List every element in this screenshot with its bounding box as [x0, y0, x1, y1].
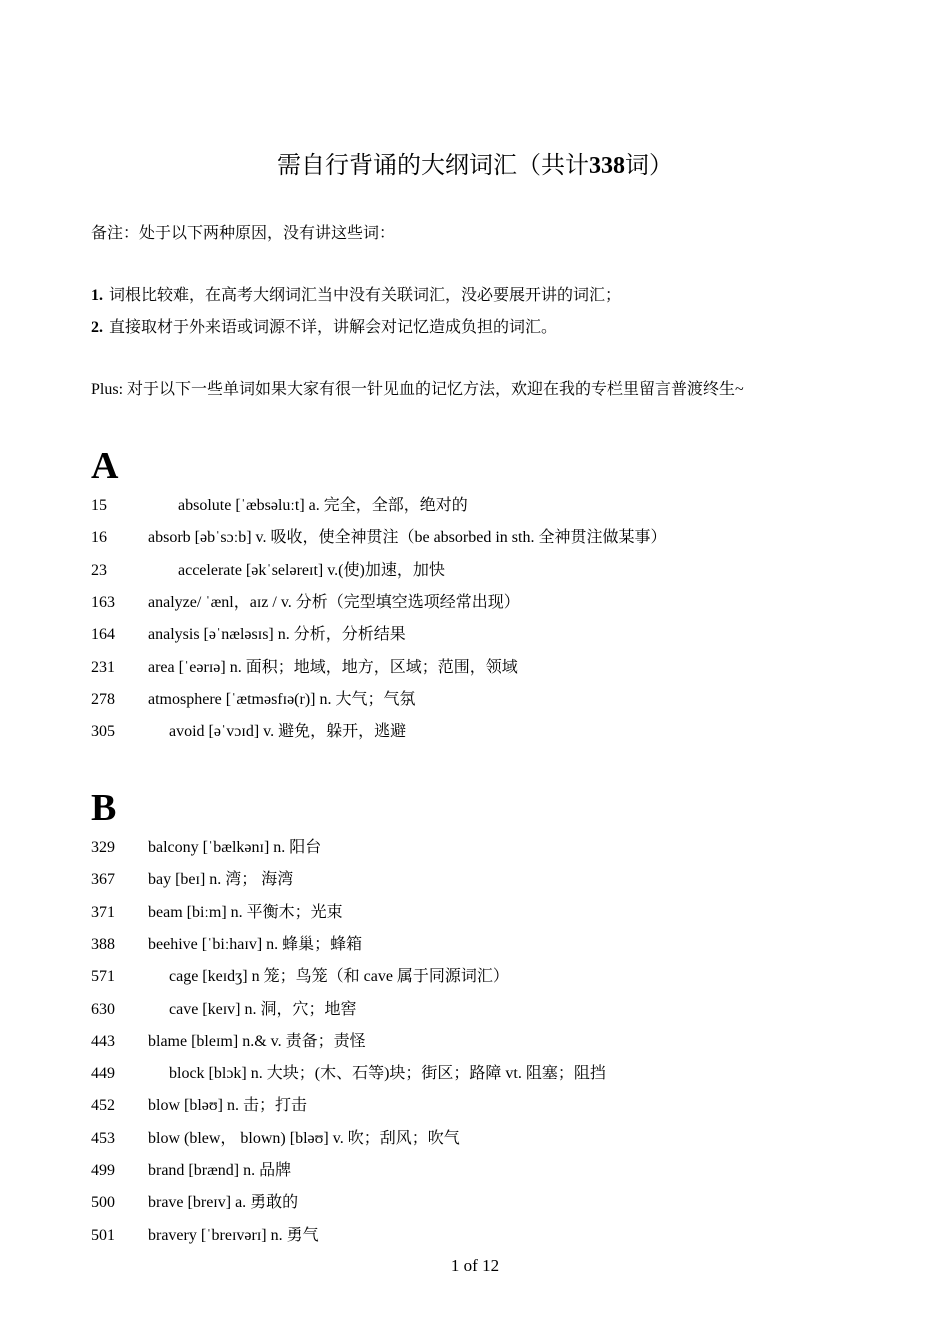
entry-text: brand [brænd] n. 品牌 — [148, 1162, 292, 1179]
plus-note: Plus: 对于以下一些单词如果大家有很一针见血的记忆方法，欢迎在我的专栏里留言普渡终生~ — [91, 381, 744, 398]
page-title — [0, 150, 950, 182]
reason-1-num: 1. — [91, 287, 103, 304]
entry-number: 163 — [91, 593, 115, 611]
reason-2-num: 2. — [91, 319, 103, 336]
entry-number: 449 — [91, 1065, 115, 1083]
entry-number: 630 — [91, 1000, 115, 1018]
title-suffix: 词） — [625, 153, 673, 179]
entry-text: bravery [ˈbreɪvərɪ] n. 勇气 — [148, 1226, 319, 1244]
entry-text: cave [keɪv] n. 洞，穴；地窖 — [169, 1000, 357, 1018]
title-prefix: 需自行背诵的大纲词汇（共计 — [277, 153, 589, 179]
entry-number: 305 — [91, 723, 115, 741]
entry-text: cage [keɪdʒ] n 笼；鸟笼（和 cave 属于同源词汇） — [169, 968, 509, 986]
entry-text: bay [beɪ] n. 湾； 海湾 — [148, 871, 294, 889]
reason-2 — [91, 317, 557, 339]
entry-text: area [ˈeərɪə] n. 面积；地域，地方，区域；范围，领域 — [148, 658, 518, 676]
entry-text: analysis [əˈnæləsɪs] n. 分析，分析结果 — [148, 626, 406, 644]
entry-number: 278 — [91, 690, 115, 708]
entry-number: 231 — [91, 658, 115, 676]
entry-text: absolute [ˈæbsəluːt] a. 完全，全部，绝对的 — [178, 497, 468, 514]
section-letter-a: A — [91, 445, 119, 487]
reason-2-text: 直接取材于外来语或词源不详，讲解会对记忆造成负担的词汇。 — [109, 319, 558, 336]
entry-text: absorb [əbˈsɔːb] v. 吸收，使全神贯注（be absorbed in sth. 全神贯注做某事） — [148, 529, 667, 547]
entry-number: 452 — [91, 1097, 115, 1115]
reason-1 — [91, 285, 621, 307]
entry-text: blow (blew， blown) [bləʊ] v. 吹；刮风；吹气 — [148, 1129, 460, 1147]
entry-number: 16 — [91, 529, 107, 547]
entry-number: 23 — [91, 561, 107, 579]
entry-text: block [blɔk] n. 大块；(木、石等)块；街区；路障 vt. 阻塞；阻挡 — [169, 1065, 606, 1083]
section-letter-b: B — [91, 787, 117, 829]
entry-number: 164 — [91, 626, 115, 644]
entry-number: 15 — [91, 497, 107, 514]
entry-text: atmosphere [ˈætməsfɪə(r)] n. 大气；气氛 — [148, 690, 416, 708]
entry-number: 501 — [91, 1226, 115, 1244]
entry-text: accelerate [əkˈseləreɪt] v.(使)加速，加快 — [178, 561, 445, 579]
entry-text: blame [bleɪm] n.& v. 责备；责怪 — [148, 1032, 366, 1050]
entry-text: blow [bləʊ] n. 击；打击 — [148, 1097, 307, 1115]
entry-text: brave [breɪv] a. 勇敢的 — [148, 1194, 299, 1212]
entry-text: balcony [ˈbælkənɪ] n. 阳台 — [148, 839, 322, 856]
entry-text: avoid [əˈvɔɪd] v. 避免，躲开，逃避 — [169, 723, 407, 741]
entry-text: beehive [ˈbiːhaɪv] n. 蜂巢；蜂箱 — [148, 935, 363, 953]
note: 备注：处于以下两种原因，没有讲这些词： — [91, 225, 396, 242]
entry-number: 371 — [91, 903, 115, 921]
entry-number: 388 — [91, 935, 115, 953]
entry-number: 453 — [91, 1129, 115, 1147]
entry-number: 499 — [91, 1162, 115, 1179]
reason-1-text: 词根比较难，在高考大纲词汇当中没有关联词汇，没必要展开讲的词汇； — [109, 287, 622, 304]
entry-number: 367 — [91, 871, 115, 889]
entry-text: analyze/ ˈænl，aɪz / v. 分析（完型填空选项经常出现） — [148, 593, 520, 611]
title-count: 338 — [589, 153, 625, 179]
page-number: 1 of 12 — [450, 1256, 500, 1275]
entry-number: 571 — [91, 968, 115, 986]
entry-text: beam [biːm] n. 平衡木；光束 — [148, 903, 343, 921]
entry-number: 500 — [91, 1194, 115, 1212]
entry-number: 329 — [91, 839, 115, 856]
entry-number: 443 — [91, 1032, 115, 1050]
